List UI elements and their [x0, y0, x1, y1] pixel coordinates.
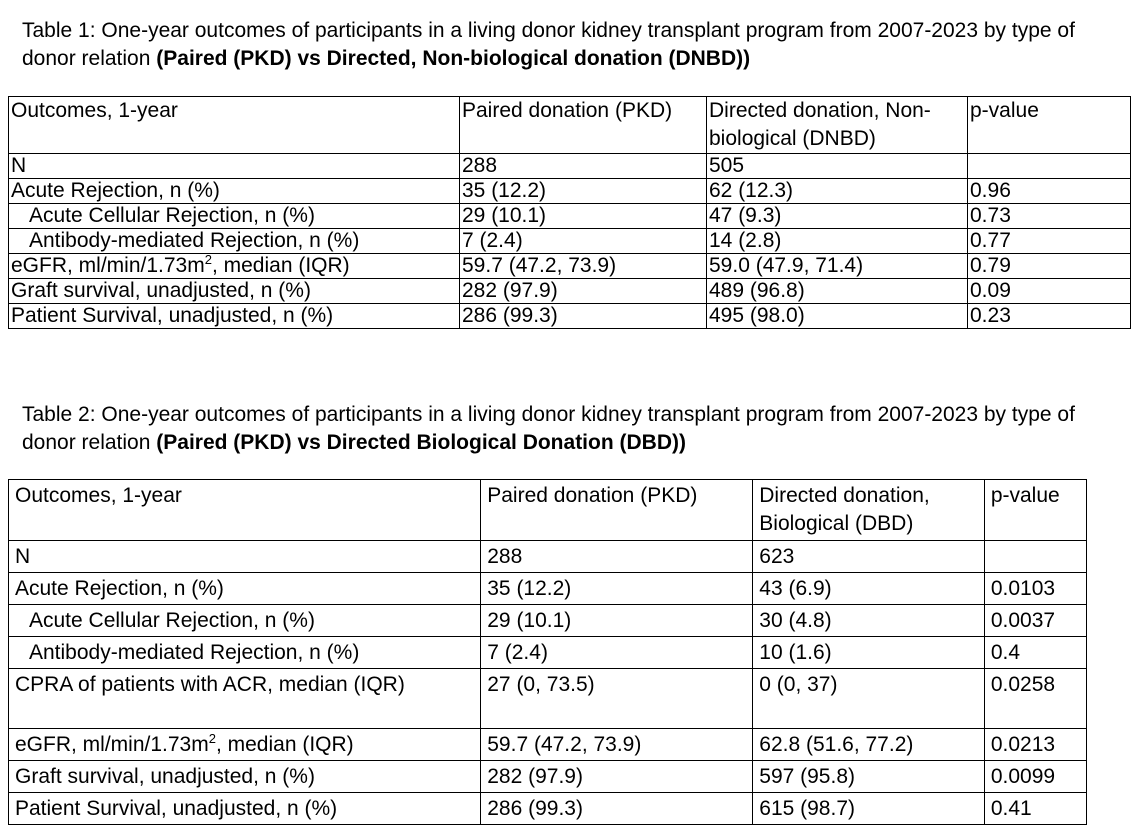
dbd-value: 62.8 (51.6, 77.2): [753, 729, 985, 761]
row-label: [9, 729, 481, 761]
egfr-label-suffix: , median (IQR): [211, 254, 350, 277]
row-label: CPRA of patients with ACR, median (IQR): [9, 669, 481, 729]
row-label: Acute Cellular Rejection, n (%): [9, 605, 481, 637]
p-value: 0.0213: [984, 729, 1086, 761]
table-row: [9, 279, 1131, 304]
table1-caption-bold: (Paired (PKD) vs Directed, Non-biological donation (DNBD)): [156, 47, 751, 70]
pkd-value: 35 (12.2): [481, 573, 753, 605]
pkd-value: 7 (2.4): [481, 637, 753, 669]
table-row: [9, 637, 1087, 669]
row-label: Acute Rejection, n (%): [9, 573, 481, 605]
egfr-label: eGFR, ml/min/1.73m: [15, 733, 209, 756]
superscript: 2: [204, 252, 212, 267]
row-label: Graft survival, unadjusted, n (%): [9, 279, 460, 304]
pkd-value: 59.7 (47.2, 73.9): [460, 254, 707, 279]
row-label: Antibody-mediated Rejection, n (%): [9, 229, 460, 254]
pkd-value: 59.7 (47.2, 73.9): [481, 729, 753, 761]
table2: [8, 479, 1087, 825]
dbd-value: 43 (6.9): [753, 573, 985, 605]
table-row: [9, 793, 1087, 825]
row-label: Patient Survival, unadjusted, n (%): [9, 793, 481, 825]
p-value: 0.73: [968, 204, 1131, 229]
table1-header-pvalue: p-value: [968, 97, 1131, 154]
table2-header-dbd: Directed donation, Biological (DBD): [753, 480, 985, 541]
table-row: [9, 179, 1131, 204]
table2-header-pkd: Paired donation (PKD): [481, 480, 753, 541]
table-row: [9, 761, 1087, 793]
p-value: 0.96: [968, 179, 1131, 204]
pkd-value: 29 (10.1): [481, 605, 753, 637]
dnbd-value: 505: [707, 154, 968, 179]
table2-header-row: [9, 480, 1087, 541]
table2-caption-text: Table 2: One-year outcomes of participants in a living donor kidney transplant program from 2007-2023 by type of donor relation: [22, 403, 1075, 454]
table-row: [9, 204, 1131, 229]
table-row: [9, 573, 1087, 605]
table-row: [9, 229, 1131, 254]
table-row: [9, 669, 1087, 729]
superscript: 2: [208, 731, 216, 746]
p-value: [984, 541, 1086, 573]
pkd-value: 282 (97.9): [460, 279, 707, 304]
table2-caption-bold: (Paired (PKD) vs Directed Biological Donation (DBD)): [156, 431, 686, 454]
pkd-value: 7 (2.4): [460, 229, 707, 254]
egfr-label: eGFR, ml/min/1.73m: [11, 254, 205, 277]
row-label: Acute Cellular Rejection, n (%): [9, 204, 460, 229]
dbd-value: 597 (95.8): [753, 761, 985, 793]
row-label: N: [9, 154, 460, 179]
pkd-value: 27 (0, 73.5): [481, 669, 753, 729]
table1-header-pkd: Paired donation (PKD): [460, 97, 707, 154]
row-label: Antibody-mediated Rejection, n (%): [9, 637, 481, 669]
table2-header-outcomes: Outcomes, 1-year: [9, 480, 481, 541]
pkd-value: 288: [481, 541, 753, 573]
dnbd-value: 14 (2.8): [707, 229, 968, 254]
table1-caption-text: Table 1: One-year outcomes of participants in a living donor kidney transplant program from 2007-2023 by type of donor relation: [22, 19, 1075, 70]
dnbd-value: 495 (98.0): [707, 304, 968, 329]
table1-header-row: [9, 97, 1131, 154]
pkd-value: 35 (12.2): [460, 179, 707, 204]
table1-caption: [22, 17, 1122, 73]
dbd-value: 30 (4.8): [753, 605, 985, 637]
p-value: 0.77: [968, 229, 1131, 254]
table-row: [9, 605, 1087, 637]
p-value: 0.0258: [984, 669, 1086, 729]
p-value: 0.0099: [984, 761, 1086, 793]
row-label: Graft survival, unadjusted, n (%): [9, 761, 481, 793]
table1: [8, 96, 1131, 329]
table-row: [9, 304, 1131, 329]
pkd-value: 288: [460, 154, 707, 179]
row-label: [9, 254, 460, 279]
pkd-value: 286 (99.3): [481, 793, 753, 825]
row-label: Patient Survival, unadjusted, n (%): [9, 304, 460, 329]
table1-header-outcomes: Outcomes, 1-year: [9, 97, 460, 154]
egfr-label-suffix: , median (IQR): [215, 733, 354, 756]
dnbd-value: 489 (96.8): [707, 279, 968, 304]
table1-header-dnbd: Directed donation, Non-biological (DNBD): [707, 97, 968, 154]
table-row: [9, 154, 1131, 179]
p-value: 0.23: [968, 304, 1131, 329]
p-value: 0.4: [984, 637, 1086, 669]
table2-caption: [22, 401, 1122, 457]
p-value: 0.0103: [984, 573, 1086, 605]
p-value: 0.79: [968, 254, 1131, 279]
dnbd-value: 62 (12.3): [707, 179, 968, 204]
pkd-value: 286 (99.3): [460, 304, 707, 329]
dnbd-value: 59.0 (47.9, 71.4): [707, 254, 968, 279]
row-label: Acute Rejection, n (%): [9, 179, 460, 204]
table-row: [9, 254, 1131, 279]
pkd-value: 282 (97.9): [481, 761, 753, 793]
table-row: [9, 541, 1087, 573]
row-label: N: [9, 541, 481, 573]
dnbd-value: 47 (9.3): [707, 204, 968, 229]
p-value: [968, 154, 1131, 179]
dbd-value: 0 (0, 37): [753, 669, 985, 729]
p-value: 0.41: [984, 793, 1086, 825]
dbd-value: 10 (1.6): [753, 637, 985, 669]
pkd-value: 29 (10.1): [460, 204, 707, 229]
dbd-value: 615 (98.7): [753, 793, 985, 825]
table2-header-pvalue: p-value: [984, 480, 1086, 541]
table-row: [9, 729, 1087, 761]
dbd-value: 623: [753, 541, 985, 573]
p-value: 0.0037: [984, 605, 1086, 637]
p-value: 0.09: [968, 279, 1131, 304]
